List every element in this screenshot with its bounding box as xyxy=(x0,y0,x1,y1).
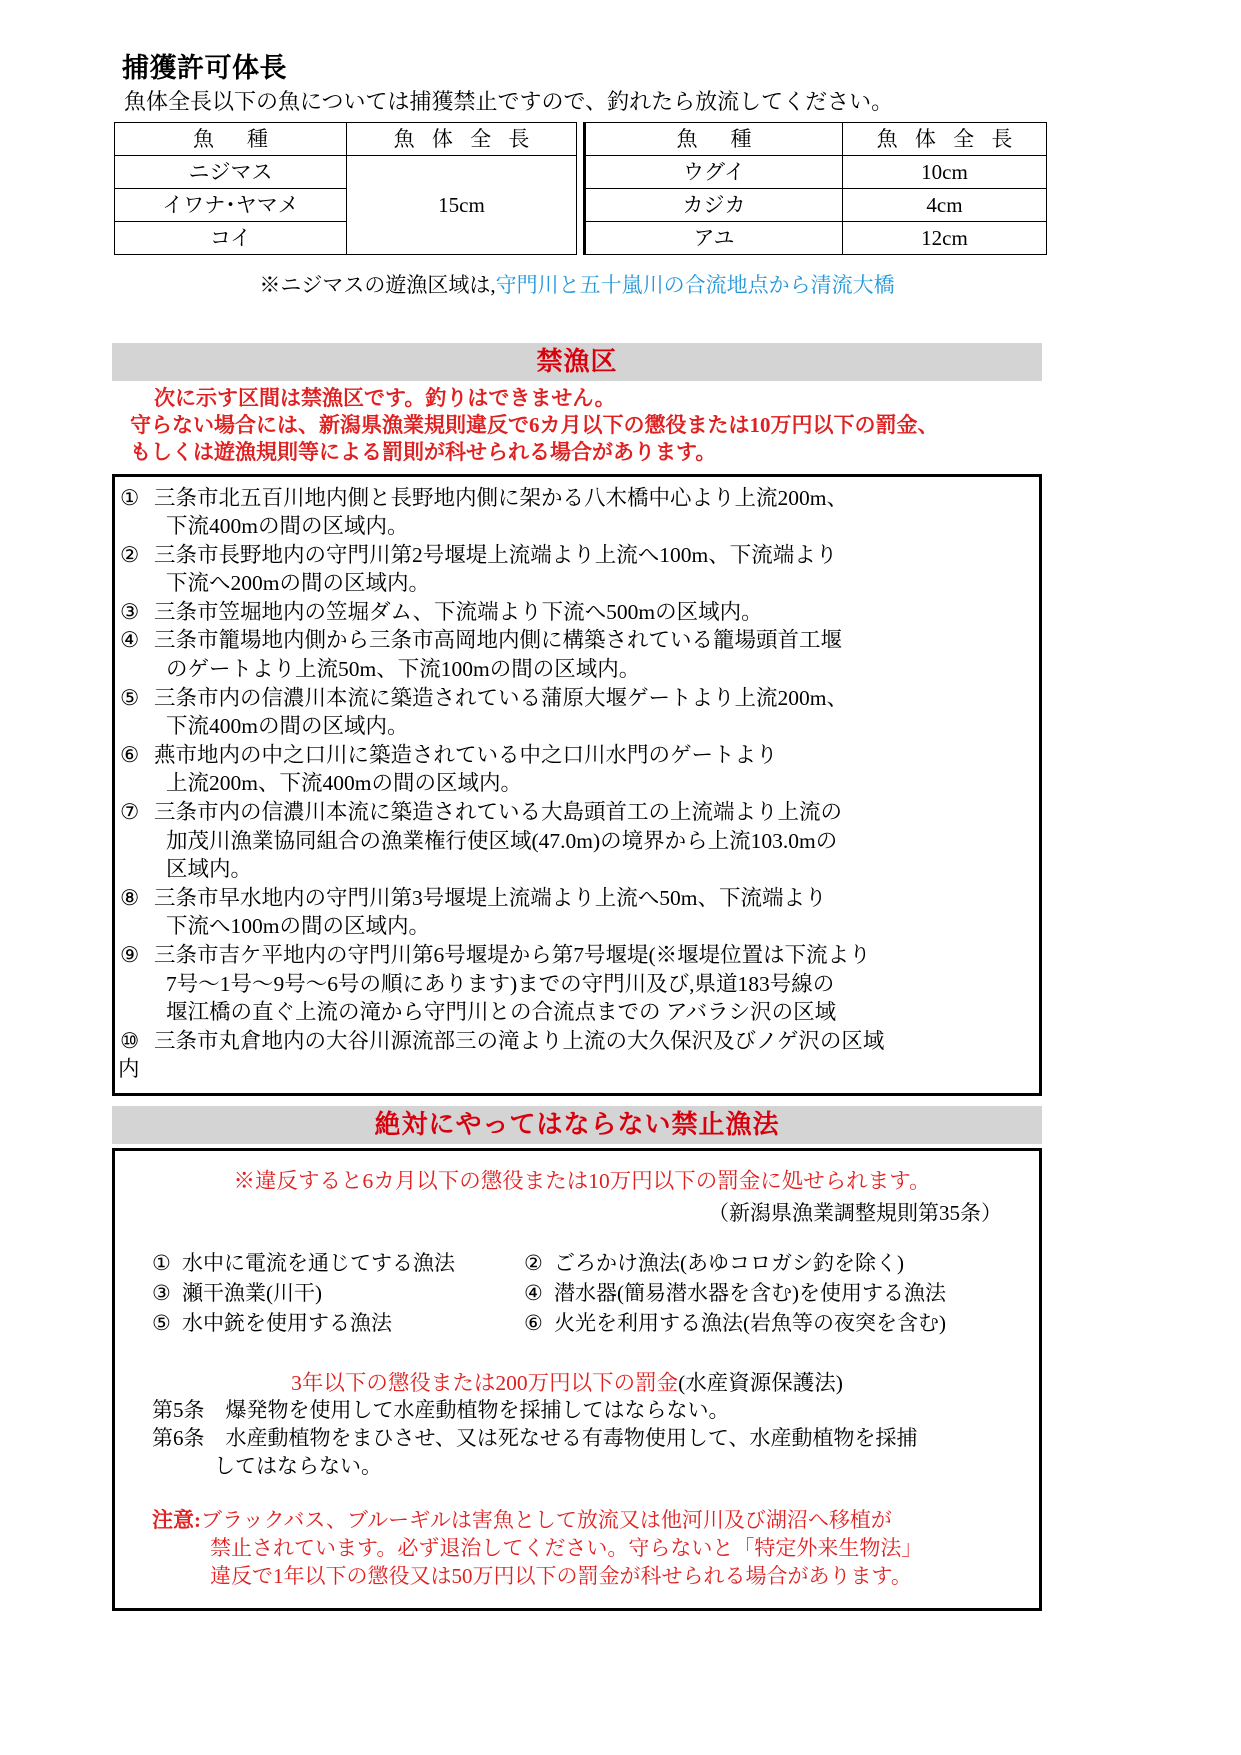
caution-label: 注意: xyxy=(152,1508,201,1533)
method-label: 火光を利用する漁法(岩魚等の夜突を含む) xyxy=(554,1310,946,1335)
zone-text-line: 三条市長野地内の守門川第2号堰堤上流端より上流へ100m、下流端より xyxy=(154,542,838,567)
method-item xyxy=(524,1279,1026,1309)
zone-text-line: 三条市北五百川地内側と長野地内側に架かる八木橋中心より上流200m、 xyxy=(154,485,848,510)
fish-table-right xyxy=(583,122,1047,255)
zone-text xyxy=(154,884,1036,941)
warning-line-2: 守らない場合には、新潟県漁業規則違反で6カ月以下の懲役または10万円以下の罰金、 xyxy=(130,412,939,437)
zone-text xyxy=(154,1027,1036,1056)
no-fishing-zone-list-box xyxy=(112,474,1042,1096)
col-header-length: 魚 体 全 長 xyxy=(843,122,1047,155)
caution-line-1: ブラックバス、ブルーギルは害魚として放流又は他河川及び湖沼へ移植が xyxy=(201,1508,892,1533)
zone-text xyxy=(154,798,1036,884)
zone-text-line: 三条市内の信濃川本流に築造されている大島頭首工の上流端より上流の xyxy=(154,800,843,825)
zone-list-item xyxy=(118,741,1036,798)
penalty-heading xyxy=(128,1366,1026,1397)
zone-text xyxy=(154,598,1036,627)
zone-text-line: 三条市籠場地内側から三条市高岡地内側に構築されている籠場頭首工堰 xyxy=(154,628,843,653)
zone-list-item xyxy=(118,484,1036,541)
method-number: ① xyxy=(152,1250,171,1275)
method-number: ④ xyxy=(524,1280,543,1305)
zone-number: ⑦ xyxy=(120,800,140,825)
zone-list-item xyxy=(118,884,1036,941)
cell-length: 4cm xyxy=(843,188,1047,221)
method-label: 水中に電流を通じてする漁法 xyxy=(182,1250,455,1275)
cell-species: コイ xyxy=(115,221,347,254)
zone-number: ⑨ xyxy=(120,943,140,968)
zone-number: ② xyxy=(120,542,140,567)
article-6-line-2: してはならない。 xyxy=(214,1454,382,1479)
method-row xyxy=(128,1249,1026,1279)
banner-no-fishing-zone: 禁漁区 xyxy=(112,343,1042,381)
prohibited-methods-box xyxy=(112,1148,1042,1611)
page-title: 捕獲許可体長 xyxy=(122,53,287,83)
warning-line-3: もしくは遊漁規則等による罰則が科せられる場合があります。 xyxy=(130,439,717,464)
zone-number: ⑤ xyxy=(120,685,140,710)
cell-length-merged: 15cm xyxy=(347,155,577,254)
zone-list-item xyxy=(118,941,1036,1027)
zone-text-line: 下流400mの間の区域内。 xyxy=(166,514,409,539)
zone-list-item xyxy=(118,626,1036,683)
fish-size-tables xyxy=(112,122,1042,255)
zone-text-line: 堰江橋の直ぐ上流の滝から守門川との合流点までの アバラシ沢の区域 xyxy=(166,1000,837,1025)
zone-number: ⑧ xyxy=(120,885,140,910)
zone-list-item xyxy=(118,684,1036,741)
zone-text-line: 内 xyxy=(118,1057,140,1082)
zone-text xyxy=(154,684,1036,741)
zone-text xyxy=(154,941,1036,1027)
col-header-species: 魚 種 xyxy=(585,122,843,155)
fish-table-left xyxy=(114,122,577,255)
zone-list-item xyxy=(118,541,1036,598)
method-row xyxy=(128,1309,1026,1339)
article-6 xyxy=(128,1425,1026,1481)
zone-number: ⑥ xyxy=(120,742,140,767)
zone-list-item xyxy=(118,798,1036,884)
caution-line-2: 禁止されています。必ず退治してください。守らないと「特定外来生物法」 xyxy=(210,1536,923,1561)
law-reference: （新潟県漁業調整規則第35条） xyxy=(708,1200,1002,1225)
zone-list-item xyxy=(118,598,1036,627)
method-label: 水中銃を使用する漁法 xyxy=(182,1310,392,1335)
method-item xyxy=(128,1249,524,1279)
section1-subtitle: 魚体全長以下の魚については捕獲禁止ですので、釣れたら放流してください。 xyxy=(124,89,894,115)
prohibited-methods-list xyxy=(128,1249,1026,1338)
article-5: 第5条 爆発物を使用して水産動植物を採捕してはならない。 xyxy=(152,1398,730,1423)
warning-line-1: 次に示す区間は禁漁区です。釣りはできません。 xyxy=(154,385,616,410)
zone-number: ⑩ xyxy=(120,1028,140,1053)
note-blue-text: 守門川と五十嵐川の合流地点から清流大橋 xyxy=(495,272,895,297)
zone-text-line: 三条市笠堀地内の笠堀ダム、下流端より下流へ500mの区域内。 xyxy=(154,599,763,624)
document-body xyxy=(112,0,1042,1611)
article-6-line-1: 第6条 水産動植物をまひさせ、又は死なせる有毒物使用して、水産動植物を採捕 xyxy=(152,1426,918,1451)
zone-number: ④ xyxy=(120,628,140,653)
zone-list-item xyxy=(118,1027,1036,1056)
zone-text-line: 三条市吉ケ平地内の守門川第6号堰堤から第7号堰堤(※堰堤位置は下流より xyxy=(154,943,871,968)
penalty-law-name: (水産資源保護法) xyxy=(678,1371,843,1396)
method-number: ⑥ xyxy=(524,1310,543,1335)
zone-text-overflow xyxy=(118,1055,1036,1084)
method-number: ⑤ xyxy=(152,1310,171,1335)
zone-text-line: 下流400mの間の区域内。 xyxy=(166,714,409,739)
method-item xyxy=(128,1309,524,1339)
cell-species: カジカ xyxy=(585,188,843,221)
zone-text xyxy=(154,626,1036,683)
cell-length: 12cm xyxy=(843,221,1047,254)
col-header-species: 魚 種 xyxy=(115,122,347,155)
zone-text-line: 上流200m、下流400mの間の区域内。 xyxy=(166,771,522,796)
cell-species: イワナ･ヤマメ xyxy=(115,188,347,221)
zone-text-line: 加茂川漁業協同組合の漁業権行使区域(47.0m)の境界から上流103.0mの xyxy=(166,828,838,853)
zone-text-line: 三条市早水地内の守門川第3号堰堤上流端より上流へ50m、下流端より xyxy=(154,885,827,910)
cell-species: ニジマス xyxy=(115,155,347,188)
table-row xyxy=(585,221,1047,254)
zone-text xyxy=(154,541,1036,598)
zone-text xyxy=(154,741,1036,798)
table-row xyxy=(585,188,1047,221)
zone-text-line: 下流へ100mの間の区域内。 xyxy=(166,914,430,939)
cell-length: 10cm xyxy=(843,155,1047,188)
method-item xyxy=(128,1279,524,1309)
zone-text-line: のゲートより上流50m、下流100mの間の区域内。 xyxy=(166,657,641,682)
zone-text-line: 区域内。 xyxy=(166,857,253,882)
method-row xyxy=(128,1279,1026,1309)
method-number: ③ xyxy=(152,1280,171,1305)
table-row xyxy=(585,155,1047,188)
table-row xyxy=(115,155,577,188)
method-item xyxy=(524,1309,1026,1339)
zone-text-line: 燕市地内の中之口川に築造されている中之口川水門のゲートより xyxy=(154,742,778,767)
banner-prohibited-methods: 絶対にやってはならない禁止漁法 xyxy=(112,1106,1042,1144)
method-label: ごろかけ漁法(あゆコロガシ釣を除く) xyxy=(554,1250,904,1275)
penalty-red-text: 3年以下の懲役または200万円以下の罰金 xyxy=(291,1371,679,1396)
zone-text-line: 三条市丸倉地内の大谷川源流部三の滝より上流の大久保沢及びノゲ沢の区域 xyxy=(154,1028,885,1053)
cell-species: ウグイ xyxy=(585,155,843,188)
method-label: 潜水器(簡易潜水器を含む)を使用する漁法 xyxy=(554,1280,946,1305)
zone-number: ③ xyxy=(120,599,140,624)
zone-list xyxy=(118,484,1036,1084)
cell-species: アユ xyxy=(585,221,843,254)
col-header-length: 魚 体 全 長 xyxy=(347,122,577,155)
zone-text-line: 三条市内の信濃川本流に築造されている蒲原大堰ゲートより上流200m、 xyxy=(154,685,848,710)
table-header-row xyxy=(585,122,1047,155)
zone-text-line: 7号～1号～9号～6号の順にあります)までの守門川及び,県道183号線の xyxy=(166,971,835,996)
caution-block xyxy=(128,1507,1026,1591)
caution-line-3: 違反で1年以下の懲役又は50万円以下の罰金が科せられる場合があります。 xyxy=(210,1564,912,1589)
note-prefix: ※ニジマスの遊漁区域は, xyxy=(259,272,496,297)
rainbow-trout-area-note xyxy=(112,255,1042,299)
method-number: ② xyxy=(524,1250,543,1275)
zone-text-line: 下流へ200mの間の区域内。 xyxy=(166,571,430,596)
zone-number: ① xyxy=(120,485,140,510)
penalty-warning: ※違反すると6カ月以下の懲役または10万円以下の罰金に処せられます。 xyxy=(233,1168,931,1193)
method-item xyxy=(524,1249,1026,1279)
no-fishing-warning xyxy=(112,381,1042,466)
table-header-row xyxy=(115,122,577,155)
zone-text xyxy=(154,484,1036,541)
method-label: 瀬干漁業(川干) xyxy=(182,1280,322,1305)
